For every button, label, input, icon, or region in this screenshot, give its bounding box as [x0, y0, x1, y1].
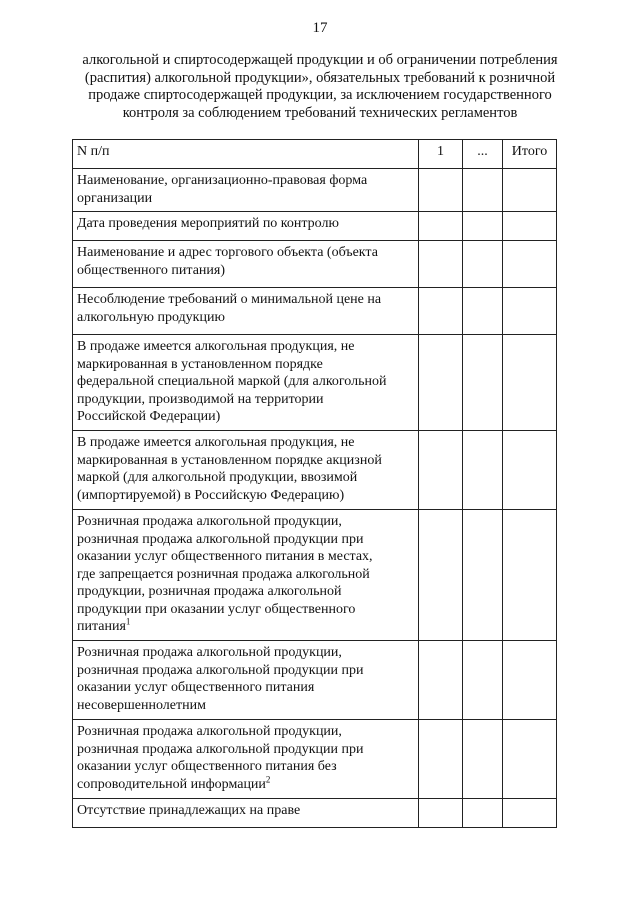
row-label-line: Отсутствие принадлежащих на праве	[77, 803, 301, 818]
value-cell-ellipsis	[463, 799, 503, 828]
heading-line: (распития) алкогольной продукции», обязательных требований к розничной	[84, 69, 556, 86]
value-cell-1	[419, 241, 463, 288]
row-label-line: маркированная в установленном порядке	[77, 356, 323, 372]
row-label-line: сопроводительной информации$^2$	[77, 773, 271, 792]
row-label-line: питания$^1$	[77, 616, 131, 634]
row-label-cell	[73, 431, 419, 510]
value-cell-total	[503, 335, 557, 431]
value-cell-ellipsis	[463, 641, 503, 720]
header-column-ellipsis: ...	[463, 140, 503, 169]
value-cell-1	[419, 720, 463, 799]
row-label-cell	[73, 241, 419, 288]
row-label-line: Розничная продажа алкогольной продукции,	[77, 645, 342, 660]
footnote-marker: 2	[265, 773, 271, 784]
row-label-cell	[73, 169, 419, 212]
row-label-line: общественного питания)	[77, 262, 225, 278]
row-label-line: продукции, розничная продажа алкогольной	[77, 584, 342, 599]
row-label-line: (импортируемой) в Российскую Федерацию)	[77, 487, 345, 503]
page-number: 17	[312, 20, 328, 36]
value-cell-ellipsis	[463, 169, 503, 212]
value-cell-total	[503, 169, 557, 212]
row-label-line: розничная продажа алкогольной продукции при	[77, 741, 364, 757]
table-row	[73, 799, 557, 828]
row-label-line: оказании услуг общественного питания без	[77, 759, 337, 774]
row-label-cell	[73, 799, 419, 828]
table-row	[73, 720, 557, 799]
inspection-table	[72, 139, 557, 828]
table-row	[73, 335, 557, 431]
value-cell-total	[503, 799, 557, 828]
value-cell-ellipsis	[463, 431, 503, 510]
value-cell-total	[503, 510, 557, 641]
row-label-line: Розничная продажа алкогольной продукции,	[77, 514, 342, 529]
table-row	[73, 641, 557, 720]
row-label-line: алкогольную продукцию	[77, 309, 225, 325]
row-label-line: маркированная в установленном порядке акцизной	[77, 452, 382, 468]
value-cell-1	[419, 335, 463, 431]
row-label-line: В продаже имеется алкогольная продукция, не	[77, 339, 355, 354]
value-cell-1	[419, 641, 463, 720]
value-cell-total	[503, 241, 557, 288]
row-label-cell	[73, 641, 419, 720]
value-cell-total	[503, 431, 557, 510]
row-label-cell	[73, 212, 419, 241]
row-label-line: где запрещается розничная продажа алкогольной	[77, 566, 370, 582]
table-header-row	[73, 140, 557, 169]
table-row	[73, 510, 557, 641]
row-label-line: оказании услуг общественного питания	[77, 680, 315, 695]
footnote-marker: 1	[125, 616, 131, 627]
value-cell-1	[419, 212, 463, 241]
row-label-line: Дата проведения мероприятий по контролю	[77, 216, 339, 231]
row-label-line: Наименование и адрес торгового объекта (объекта	[77, 245, 378, 260]
header-column-total: Итого	[503, 140, 557, 169]
table-row	[73, 169, 557, 212]
table-row	[73, 288, 557, 335]
row-label-line: продукции, производимой на территории	[77, 391, 324, 407]
value-cell-ellipsis	[463, 288, 503, 335]
table-row	[73, 241, 557, 288]
heading-line: контроля за соблюдением требований технических регламентов	[122, 104, 518, 121]
value-cell-ellipsis	[463, 510, 503, 641]
value-cell-1	[419, 169, 463, 212]
value-cell-1	[419, 510, 463, 641]
table-row	[73, 431, 557, 510]
value-cell-ellipsis	[463, 720, 503, 799]
row-label-cell	[73, 288, 419, 335]
value-cell-total	[503, 288, 557, 335]
document-heading	[70, 52, 570, 122]
heading-line: продаже спиртосодержащей продукции, за исключением государственного	[88, 87, 552, 103]
value-cell-ellipsis	[463, 335, 503, 431]
value-cell-1	[419, 288, 463, 335]
row-label-line: оказании услуг общественного питания в местах,	[77, 549, 373, 564]
row-label-line: розничная продажа алкогольной продукции при	[77, 531, 364, 547]
value-cell-1	[419, 799, 463, 828]
value-cell-ellipsis	[463, 241, 503, 288]
row-label-line: розничная продажа алкогольной продукции при	[77, 662, 364, 678]
row-label-line: В продаже имеется алкогольная продукция, не	[77, 435, 355, 450]
table-row	[73, 212, 557, 241]
header-number-cell: N п/п	[73, 140, 419, 169]
value-cell-ellipsis	[463, 212, 503, 241]
value-cell-total	[503, 720, 557, 799]
heading-line: алкогольной и спиртосодержащей продукции и об ограничении потребления	[82, 52, 558, 68]
row-label-line: организации	[77, 190, 153, 206]
row-label-line: Российской Федерации)	[77, 409, 221, 424]
value-cell-total	[503, 212, 557, 241]
row-label-cell	[73, 510, 419, 641]
row-label-line: Розничная продажа алкогольной продукции,	[77, 724, 342, 739]
row-label-cell	[73, 720, 419, 799]
row-label-line: Наименование, организационно-правовая форма	[77, 173, 368, 188]
row-label-cell	[73, 335, 419, 431]
row-label-line: несовершеннолетним	[77, 697, 206, 713]
row-label-line: продукции при оказании услуг общественного	[77, 601, 356, 617]
row-label-line: федеральной специальной маркой (для алкогольной	[77, 374, 387, 389]
row-label-line: Несоблюдение требований о минимальной цене на	[77, 292, 382, 307]
value-cell-1	[419, 431, 463, 510]
value-cell-total	[503, 641, 557, 720]
row-label-line: маркой (для алкогольной продукции, ввозимой	[77, 470, 358, 485]
header-column-1: 1	[419, 140, 463, 169]
